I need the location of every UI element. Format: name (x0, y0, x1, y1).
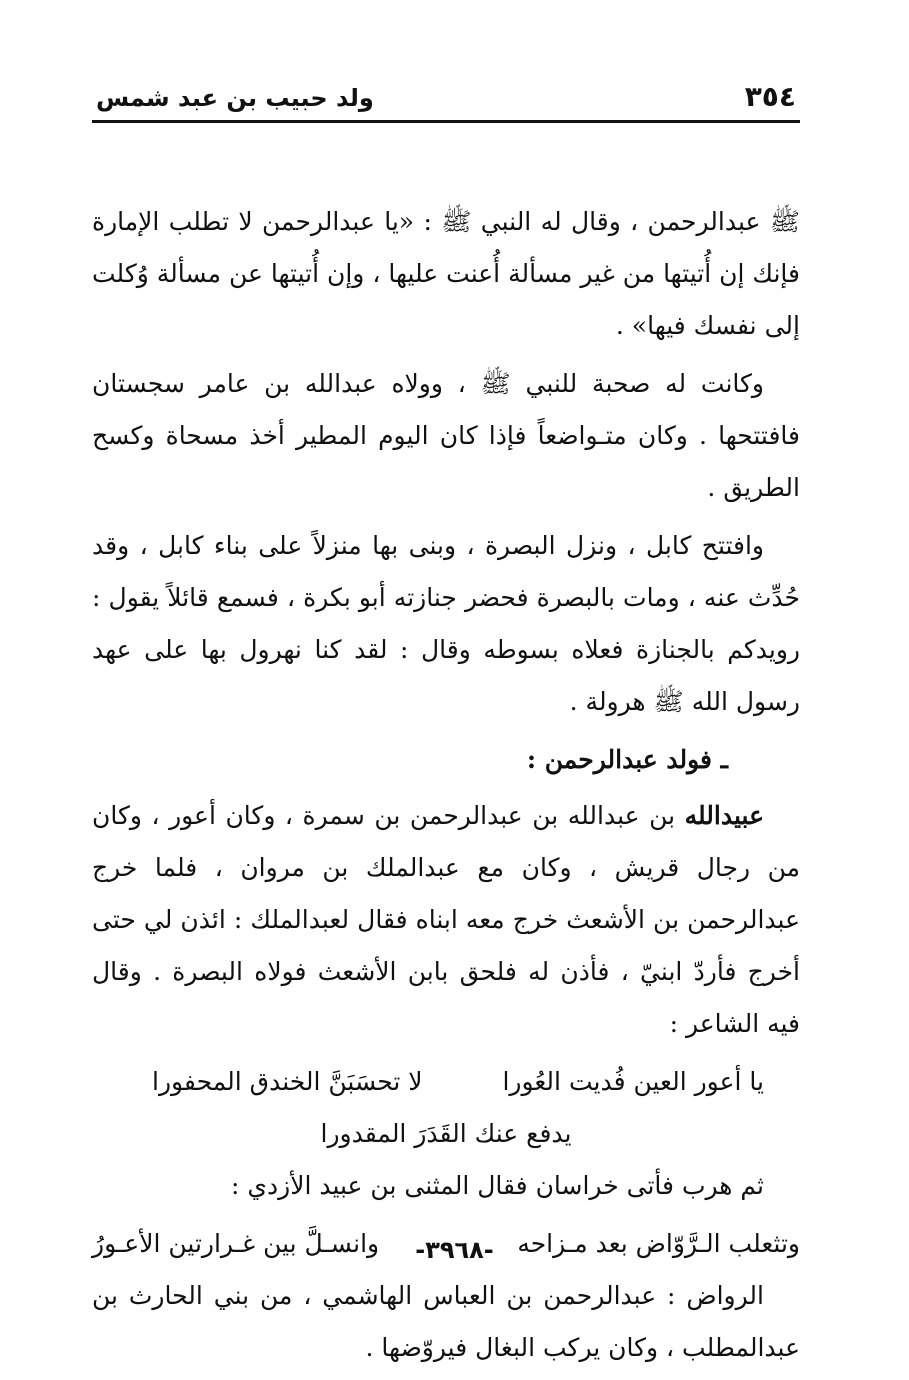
verse-hemistich: وانسـلَّ بين غـرارتين الأعـورُ (92, 1229, 380, 1258)
paragraph: ﷺ عبدالرحمن ، وقال له النبي ﷺ : «يا عبدالرحمن لا تطلب الإمارة فإنك إن أُتيتها من غير مسألة أُعنت عليها ، وإن أُتيتها عن مسألة وُكلت إلى نفسك فيها» . (92, 207, 800, 340)
body-text (92, 196, 800, 1380)
folio-number: -٣٩٦٨- (415, 1236, 494, 1264)
transition-line: ثم هرب فأتى خراسان فقال المثنى بن عبيد الأزدي : (231, 1171, 764, 1200)
verse-hemistich: يا أعور العين فُديت العُورا (502, 1067, 764, 1096)
verse-line (92, 1056, 800, 1108)
section-heading: ـ فولد عبدالرحمن : (526, 745, 728, 774)
person-name: عبيدالله (684, 801, 764, 830)
paragraph: وافتتح كابل ، ونزل البصرة ، وبنى بها منزلاً على بناء كابل ، وقد حُدِّث عنه ، ومات بالبصرة فحضر جنازته أبو بكرة ، فسمع قائلاً يقول : رويدكم بالجنازة فعلاه بسوطه وقال : لقد كنا نهرول بها على عهد رسول الله ﷺ هرولة . (92, 531, 800, 716)
closing-paragraph: الرواض : عبدالرحمن بن العباس الهاشمي ، من بني الحارث بن عبدالمطلب ، وكان يركب البغال فيروّضها . (92, 1281, 800, 1362)
verse-hemistich: لا تحسَبَنَّ الخندق المحفورا (152, 1067, 423, 1096)
paragraph: وكانت له صحبة للنبي ﷺ ، وولاه عبدالله بن عامر سجستان فافتتحها . وكان متـواضعاً فإذا كان اليوم المطير أخذ مسحاة وكسح الطريق . (92, 369, 800, 502)
biography-text: بن عبدالله بن عبدالرحمن بن سمرة ، وكان أعور ، وكان من رجال قريش ، وكان مع عبدالملك بن مروان ، فلما خرج عبدالرحمن بن الأشعث خرج معه ابناه فقال لعبدالملك : ائذن لي حتى أخرج فأردّ ابنيّ ، فأذن له فلحق بابن الأشعث فولاه البصرة . وقال فيه الشاعر : (92, 801, 800, 1038)
verse-hemistich: وتثعلب الـرَّوّاض بعد مـزاحه (517, 1229, 800, 1258)
biography-paragraph (92, 790, 800, 1050)
running-title: ولد حبيب بن عبد شمس (96, 84, 374, 112)
verse-line (92, 1108, 800, 1160)
page-header (92, 78, 800, 123)
verse-hemistich: يدفع عنك القَدَرَ المقدورا (320, 1119, 572, 1148)
page-number: ٣٥٤ (744, 80, 796, 113)
